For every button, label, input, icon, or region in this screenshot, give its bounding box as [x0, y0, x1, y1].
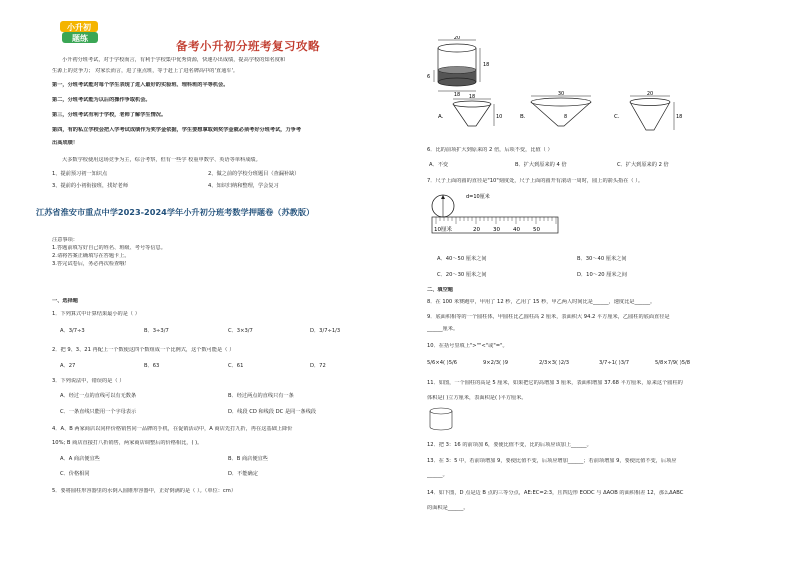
q10-item-5: 5/8×7/9( )5/8 [655, 360, 691, 366]
question-14-line-1: 14．如下图，D 点是边 B 点的三等分点，AE:EC=2:3，且四边形 EODC 与 ΔAOB 的面积相差 12，那么ΔABC [427, 490, 684, 496]
ruler-tick-30: 30 [493, 227, 500, 233]
tip-4: 4、知识归纳和整理，学会复习 [208, 183, 279, 189]
intro-line-4: 第二，分班考试能为以后的操作争取机会。 [52, 97, 151, 103]
question-7: 7．尺子上面的圆的直径是"10"刻度处，尺子上面的圆开有滚动一周时，圆上的箭头指在（ ）。 [427, 178, 644, 184]
brand-logo [56, 18, 104, 46]
q3-option-c: C．一条直线只能用一个字母表示 [60, 409, 137, 415]
q1-option-a: A．3/7÷3 [60, 328, 85, 334]
cone-b-figure [520, 91, 591, 126]
question-5: 5．要将圆柱形容器里的水倒入圆锥形容器中，正好倒满的是（ ）。（单位：cm） [52, 488, 237, 494]
q1-option-d: D．3/7÷1/3 [310, 328, 341, 334]
tip-2: 2、做之前的学校分班题目（查漏补缺） [208, 171, 300, 177]
tip-3: 3、提前的小初衔接班，找好老师 [52, 183, 128, 189]
notice-1: 1.答题前填写好自己的姓名、班级、考号等信息。 [52, 245, 166, 251]
question-5-figures [424, 36, 684, 134]
question-13-line-2: ______。 [427, 472, 448, 478]
cone-c-figure [614, 91, 682, 130]
ruler-figure [428, 188, 568, 248]
q3-option-d: D．线段 CD 和线段 DC 是同一条线段 [228, 409, 317, 415]
cylinder-bottom-label: 18 [453, 92, 461, 98]
q10-item-1: 5/6×4( )5/6 [427, 360, 458, 366]
q2-option-c: C．61 [228, 363, 244, 369]
q6-option-b: B．扩大到原来的 4 倍 [515, 162, 567, 168]
q4-option-b: B．B 商店便宜些 [228, 456, 268, 462]
intro-line-6: 第四，有的私立学校会把入学考试成绩作为奖学金依据，学生要想拿取到奖学金就必须考好分班考试，力争考 [52, 127, 302, 133]
question-9-line-2: ______厘米。 [427, 326, 459, 332]
tip-1: 1、提前预习初一知识点 [52, 171, 108, 177]
question-2: 2．把 9、3、21 再配上一个数使这四个数组成一个比例式，这个数可能是（ ） [52, 347, 235, 353]
question-11-line-1: 11．如图，一个圆柱的高是 5 厘米，如果把它的高增加 3 厘米，表面积增加 37.68 平方厘米，原来这个圆柱的 [427, 380, 683, 386]
q4-option-c: C．价格相同 [60, 471, 90, 477]
q4-option-d: D．不能确定 [228, 471, 258, 477]
q3-option-b: B．经过两点的直线只有一条 [228, 393, 294, 399]
cone-a-height-label: 10 [496, 114, 503, 120]
intro-line-7: 出高成绩！ [52, 140, 78, 146]
cone-a-option: A． [438, 114, 448, 120]
q1-option-b: B．3÷3/7 [144, 328, 169, 334]
q1-option-c: C．3×3/7 [228, 328, 253, 334]
q7-option-a: A．40～50 厘米之间 [437, 256, 487, 262]
tips-intro: 大多数学校使用这场竞争为主，综合考察，但有一些学 校重申数学、英语等单科成绩。 [62, 157, 261, 163]
cylinder-water-label: 6 [427, 74, 431, 80]
q10-item-2: 9×2/3( )9 [483, 360, 508, 366]
q10-item-3: 2/3×3( )2/3 [539, 360, 570, 366]
cylinder-figure [427, 36, 489, 98]
ruler-diameter-label: d=10厘米 [466, 194, 490, 200]
question-11-line-2: 体积是( )立方厘米，表面积是( )平方厘米。 [427, 395, 527, 401]
ruler-tick-40: 40 [513, 227, 520, 233]
cylinder-height-label: 18 [483, 62, 490, 68]
notice-3: 3.答完试卷后，务必再次检查哦！ [52, 261, 130, 267]
question-4-line-1: 4．A、B 两家商店以同样价格销售同一品牌的手机，在促销活动中，A 商店先打九折，再在这基础上降价 [52, 426, 293, 432]
question-14-line-2: 的面积是______。 [427, 505, 469, 511]
section-fill: 二、填空题 [427, 287, 453, 293]
svg-text:小升初: 小升初 [67, 23, 91, 32]
cylinder-top-label: 20 [453, 36, 461, 41]
ruler-unit-label: 10厘米 [434, 227, 452, 233]
cone-b-option: B． [520, 114, 530, 120]
question-10: 10．在括号里填上">""<"或"="。 [427, 343, 508, 349]
question-12: 12．把 3：16 的前项加 6，要使比值不变，比的后项应该加上______。 [427, 442, 592, 448]
q7-option-c: C．20～30 厘米之间 [437, 272, 487, 278]
exam-title: 江苏省淮安市重点中学2023-2024学年小升初分班考数学押题卷（苏教版） [36, 207, 315, 217]
cone-b-height-label: 8 [564, 114, 568, 120]
question-3: 3．下列说法中，错误的是（ ） [52, 378, 125, 384]
q6-option-c: C．扩大到原来的 2 倍 [617, 162, 669, 168]
guide-title: 备考小升初分班考复习攻略 [176, 39, 320, 53]
question-8: 8．在 100 米赛跑中，甲用了 12 秒，乙用了 15 秒，甲乙两人时间比是______，速度比是______。 [427, 299, 656, 305]
cone-c-height-label: 18 [676, 114, 683, 120]
question-9-line-1: 9．底面积相等的一个圆柱体，甲圆柱比乙圆柱高 2 厘米，表面积大 94.2 平方厘米，乙圆柱的底面直径是 [427, 314, 670, 320]
q10-item-4: 3/7÷1( )3/7 [599, 360, 630, 366]
q6-option-a: A．不变 [429, 162, 449, 168]
ruler-tick-50: 50 [533, 227, 540, 233]
q2-option-b: B．63 [144, 363, 160, 369]
question-4-line-2: 10%; B 商店直接打八折销售，两家商店调整后的价格相比，( )。 [52, 440, 203, 446]
notice-label: 注意事项： [52, 237, 78, 243]
cone-a-figure [438, 94, 502, 126]
cone-c-option: C． [614, 114, 624, 120]
q4-option-a: A．A 商店便宜些 [60, 456, 100, 462]
cone-b-top-label: 30 [557, 91, 565, 97]
question-6: 6．比的前项扩大到原来的 2 倍，后项不变，比值（ ） [427, 147, 553, 153]
ruler-tick-20: 20 [473, 227, 480, 233]
section-choice: 一、选择题 [52, 298, 78, 304]
intro-line-1: 小升初分班考试，对于学校而言，有利于学校集中优秀资源，快速办出成绩，提高学校的知名度和 [62, 57, 286, 63]
svg-text:题练: 题练 [72, 34, 88, 43]
intro-line-5: 第三，分班考试有利于学校，老师了解学生情况。 [52, 112, 167, 118]
intro-line-2: 生源上的竞争力； 对家长而言，进了重点班，等于赶上了进名牌高中的'直通车'。 [52, 68, 239, 74]
q3-option-a: A．经过一点的直线可以有无数条 [60, 393, 137, 399]
q2-option-d: D．72 [310, 363, 326, 369]
intro-line-3: 第一，分班考试能对每个学生表现了进入最好的实验班、理科班的平等机会。 [52, 82, 229, 88]
q7-option-b: B．30～40 厘米之间 [577, 256, 627, 262]
q7-option-d: D．10～20 厘米之间 [577, 272, 627, 278]
cylinder-q11-figure [428, 405, 458, 433]
question-1: 1．下列算式中计算结果最小的是（ ） [52, 311, 140, 317]
notice-2: 2.请将答案正确填写在答题卡上。 [52, 253, 130, 259]
cone-a-top-label: 18 [468, 94, 476, 100]
question-13-line-1: 13．在 3：5 中，若前项增加 9，要使比值不变，后项应增加______；若前项增加 9，要使比值不变，后项应 [427, 458, 677, 464]
cone-c-top-label: 20 [646, 91, 654, 97]
q2-option-a: A．27 [60, 363, 76, 369]
